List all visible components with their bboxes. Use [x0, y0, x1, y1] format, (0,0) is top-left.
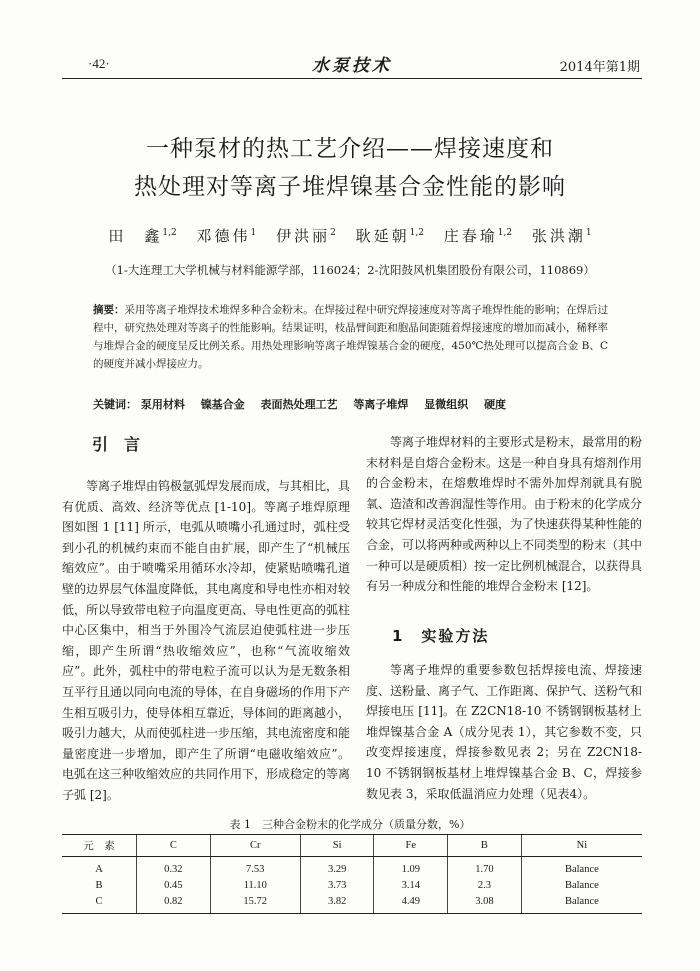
keyword: 泵用材料 [140, 398, 185, 411]
table-cell: 4.49 [374, 894, 448, 914]
table-cell: Balance [521, 878, 642, 894]
intro-paragraph-1: 等离子堆焊由钨极氩弧焊发展而成，与其相比，具有优质、高效、经济等优点 [1-10]。等离子堆焊原理图如图 1 [11] 所示，电弧从喷嘴小孔通过时，弧柱受到小孔的机械约束而不能自由扩展，即产生了“机械压缩效应”。由于喷嘴采用循环水冷却，使紧贴喷嘴孔道壁的边界层气体温度降低，其电离度和导电性亦相对较低，所以导致带电粒子向温度更高、导电性更高的弧柱中心区集中，相当于外围冷气流层迫使弧柱进一步压缩，即产生所谓“热收缩效应”，也称“气流收缩效应”。此外，弧柱中的带电粒子流可以认为是无数条相互平行且通以同向电流的导体，在自身磁场的作用下产生相互吸引力，使导体相互靠近，导体间的距离越小，吸引力越大，从而使弧柱进一步压缩，其电流密度和能量密度进一步增加，即产生了所谓“电磁收缩效应”。电弧在这三种收缩效应的共同作用下，形成稳定的等离子弧 [2]。 [62, 479, 351, 802]
table-cell: 3.82 [300, 894, 374, 914]
keywords [93, 396, 608, 412]
table-cell: B [95, 880, 103, 891]
affiliation: （1-大连理工大学机械与材料能源学部，116024；2-沈阳鼓风机集团股份有限公司，110869） [105, 263, 595, 277]
table-cell: 11.10 [210, 878, 300, 894]
section-1-paragraph: 等离子堆焊的重要参数包括焊接电流、焊接速度、送粉量、离子气、工作距离、保护气、送粉气和焊接电压 [11]。在 Z2CN18-10 不锈钢钢板基材上堆焊镍基合金 A（成分见表 1），其它参数不变，只改变焊接速度，焊接参数见表 2；另在 Z2CN18-10 不锈钢钢板基材上堆焊镍基合金 B、C，焊接参数见表 3，采取低温消应力处理（见表4）。 [366, 663, 643, 801]
table-cell: Balance [521, 857, 642, 879]
table-header-cell: C [137, 835, 211, 857]
author: 庄春瑜$^{1,2}$ [443, 227, 513, 245]
intro-column [62, 476, 350, 806]
table-header-row [62, 835, 642, 857]
composition-table [62, 834, 642, 914]
page-number: ·42· [88, 56, 110, 71]
keyword: 镍基合金 [200, 398, 245, 411]
table-cell: 3.29 [300, 857, 374, 879]
table-cell: 1.70 [448, 857, 522, 879]
paper-title [60, 130, 640, 206]
table-cell: A [95, 864, 103, 875]
table-cell: 1.09 [374, 857, 448, 879]
table-header-cell: Ni [521, 835, 642, 857]
table-cell: 15.72 [210, 894, 300, 914]
table-header-cell: 元 素 [62, 835, 137, 857]
keywords-label: 关键词： [93, 398, 137, 411]
author: 张洪潮$^1$ [531, 227, 592, 245]
table-caption: 表 1 三种合金粉末的化学成分（质量分数，%） [229, 818, 471, 831]
table-cell: 0.82 [137, 894, 211, 914]
section-1-heading: 1 实验方法 [392, 627, 490, 645]
keyword: 显微组织 [424, 398, 469, 411]
table-cell: 7.53 [210, 857, 300, 879]
page-header [62, 50, 642, 79]
title-line-1: 一种泵材的热工艺介绍——焊接速度和 [146, 136, 554, 162]
table-cell: 2.3 [448, 878, 522, 894]
table-row [62, 894, 642, 914]
table-cell: 3.73 [300, 878, 374, 894]
author: 田 鑫$^{1,2}$ [108, 227, 177, 245]
table-cell: Balance [521, 894, 642, 914]
table-row [62, 878, 642, 894]
author: 邓德伟$^1$ [196, 227, 257, 245]
table-header-cell: Si [300, 835, 374, 857]
table-cell: 3.14 [374, 878, 448, 894]
author-list [60, 225, 640, 246]
table-cell: 0.32 [137, 857, 211, 879]
intro-heading: 引言 [92, 435, 157, 454]
issue-label: 2014年第1期 [559, 60, 640, 75]
keyword: 硬度 [484, 398, 507, 411]
keyword: 等离子堆焊 [353, 398, 409, 411]
table-row [62, 857, 642, 879]
abstract-label: 摘要： [93, 304, 125, 316]
journal-name: 水泵技术 [312, 56, 392, 76]
table-header-cell: Fe [374, 835, 448, 857]
abstract-text: 采用等离子堆焊技术堆焊多种合金粉末。在焊接过程中研究焊接速度对等离子堆焊性能的影响；在焊后过程中，研究热处理对等离子的性能影响。结果证明，枝晶臂间距和胞晶间距随着焊接速度的增加而减小，稀释率与堆焊合金的硬度呈反比例关系。用热处理影响等离子堆焊镍基合金的硬度，450℃热处理可以提高合金 B、C 的硬度并减小焊接应力。 [93, 304, 608, 370]
intro-paragraph-2: 等离子堆焊材料的主要形式是粉末，最常用的粉末材料是自熔合金粉末。这是一种自身具有熔剂作用的合金粉末，在熔敷堆焊时不需外加焊剂就具有脱氧、造渣和改善润湿性等作用。由于粉末的化学成分较其它焊材灵活变化性强，为了快速获得某种性能的合金，可以将两种或两种以上不同类型的粉末（其中一种可以是硬质相）按一定比例机械混合，以获得具有另一种成分和性能的堆焊合金粉末 [12]。 [366, 435, 643, 594]
table-cell: 0.45 [137, 878, 211, 894]
keyword: 表面热处理工艺 [260, 398, 338, 411]
abstract [93, 301, 608, 373]
table-cell: 3.08 [448, 894, 522, 914]
section-1-body [366, 660, 642, 804]
author: 耿延朝$^{1,2}$ [355, 227, 424, 245]
right-column [366, 432, 642, 597]
table-cell: C [62, 894, 137, 914]
title-line-2: 热处理对等离子堆焊镍基合金性能的影响 [134, 174, 566, 200]
table-header-cell: Cr [210, 835, 300, 857]
table-header-cell: B [448, 835, 522, 857]
author: 伊洪丽$^2$ [276, 227, 336, 245]
